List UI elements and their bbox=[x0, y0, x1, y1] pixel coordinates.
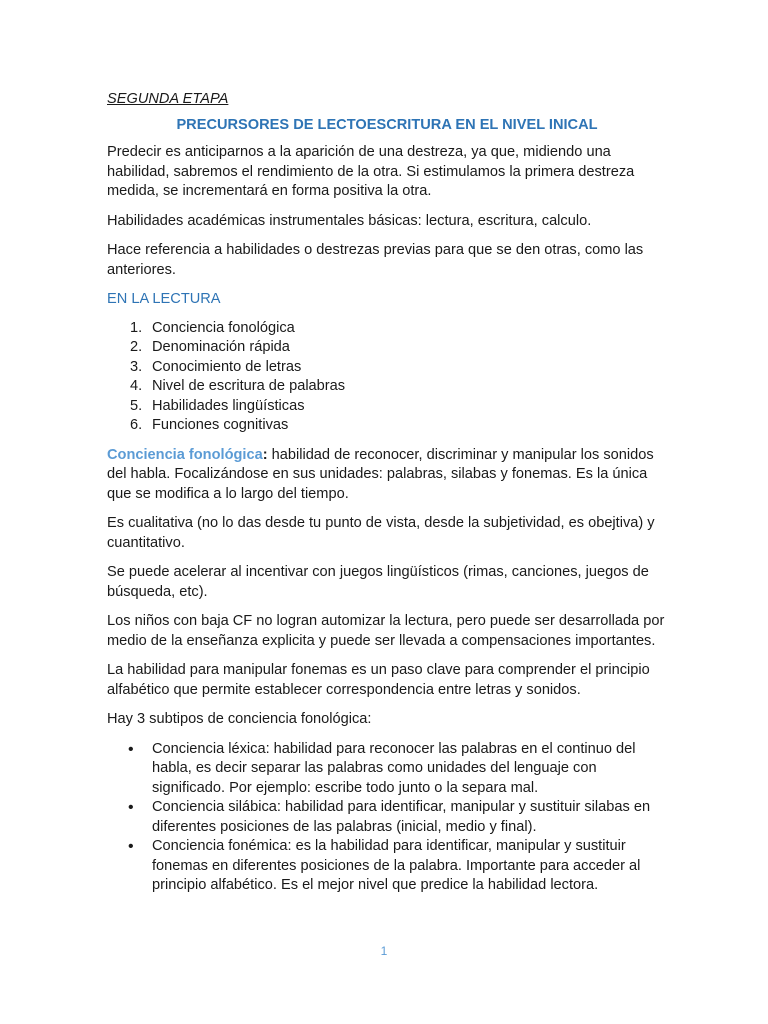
list-number: 5. bbox=[130, 397, 143, 414]
list-item bbox=[107, 397, 667, 417]
definition-text: habilidad de reconocer, discriminar y manipular los sonidos del habla. Focalizándose en sus unidades: palabras, silabas y fonemas. Es la única que se modifica a lo largo del tiempo. bbox=[107, 446, 654, 502]
body-paragraph-4: La habilidad para manipular fonemas es un paso clave para comprender el principio alfabético que permite establecer correspondencia entre letras y sonidos. bbox=[107, 662, 650, 698]
definition-term: Conciencia fonológica bbox=[107, 446, 263, 463]
list-item-text: Habilidades lingüísticas bbox=[152, 397, 305, 414]
bullet-item-text: Conciencia léxica: habilidad para reconocer las palabras en el continuo del habla, es decir separar las palabras como unidades del lenguaje con significado. Por ejemplo: escribe todo junto o la separa mal. bbox=[152, 740, 636, 796]
list-number: 1. bbox=[130, 319, 143, 336]
list-item-text: Conocimiento de letras bbox=[152, 358, 302, 375]
list-item-text: Nivel de escritura de palabras bbox=[152, 378, 346, 394]
list-item bbox=[107, 319, 667, 339]
list-number: 3. bbox=[130, 358, 143, 375]
list-number: 6. bbox=[130, 417, 143, 433]
list-item-text: Funciones cognitivas bbox=[152, 417, 289, 433]
intro-paragraph-1: Predecir es anticiparnos a la aparición de una destreza, ya que, midiendo una habilidad, sabremos el rendimiento de la otra. Si estimulamos la primera destreza medida, se incrementará en forma positiva la otra. bbox=[107, 144, 635, 199]
bullet-list bbox=[107, 740, 667, 896]
bullet-item bbox=[107, 798, 667, 837]
intro-paragraph-2: Habilidades académicas instrumentales básicas: lectura, escritura, calculo. bbox=[107, 212, 592, 229]
list-item bbox=[107, 377, 667, 397]
page-number: 1 bbox=[380, 944, 388, 958]
numbered-list bbox=[107, 319, 667, 436]
bullet-icon bbox=[107, 837, 152, 896]
intro-paragraph-3: Hace referencia a habilidades o destrezas previas para que se den otras, como las anteriores. bbox=[107, 242, 644, 278]
definition-paragraph bbox=[107, 446, 667, 505]
list-item bbox=[107, 358, 667, 378]
body-paragraph-3: Los niños con baja CF no logran automizar la lectura, pero puede ser desarrollada por medio de la enseñanza explicita y puede ser llevada a compensaciones importantes. bbox=[107, 613, 665, 649]
bullet-item-text: Conciencia fonémica: es la habilidad para identificar, manipular y sustituir fonemas en diferentes posiciones de la palabra. Importante para acceder al principio alfabético. Es el mejor nivel que predice la habilidad lectora. bbox=[152, 838, 641, 893]
stage-label: SEGUNDA ETAPA bbox=[107, 91, 229, 107]
list-item bbox=[107, 416, 667, 436]
bullet-icon bbox=[107, 798, 152, 837]
body-paragraph-2: Se puede acelerar al incentivar con juegos lingüísticos (rimas, canciones, juegos de búsqueda, etc). bbox=[107, 564, 649, 600]
bullet-item-text: Conciencia silábica: habilidad para identificar, manipular y sustituir silabas en diferentes posiciones de las palabras (inicial, medio y final). bbox=[152, 799, 651, 835]
bullet-item bbox=[107, 740, 667, 799]
section-heading-lectura: EN LA LECTURA bbox=[107, 291, 221, 307]
definition-colon: : bbox=[262, 446, 268, 463]
list-number: 4. bbox=[130, 378, 143, 394]
document-content bbox=[107, 90, 667, 906]
body-paragraph-5: Hay 3 subtipos de conciencia fonológica: bbox=[107, 711, 372, 727]
bullet-item bbox=[107, 837, 667, 896]
list-number: 2. bbox=[130, 339, 143, 355]
document-title: PRECURSORES DE LECTOESCRITURA EN EL NIVEL INICAL bbox=[176, 116, 598, 133]
body-paragraph-1: Es cualitativa (no lo das desde tu punto de vista, desde la subjetividad, es obejtiva) y cuantitativo. bbox=[107, 515, 655, 551]
list-item-text: Conciencia fonológica bbox=[152, 319, 295, 336]
list-item-text: Denominación rápida bbox=[152, 339, 290, 355]
bullet-icon bbox=[107, 740, 152, 799]
list-item bbox=[107, 338, 667, 358]
